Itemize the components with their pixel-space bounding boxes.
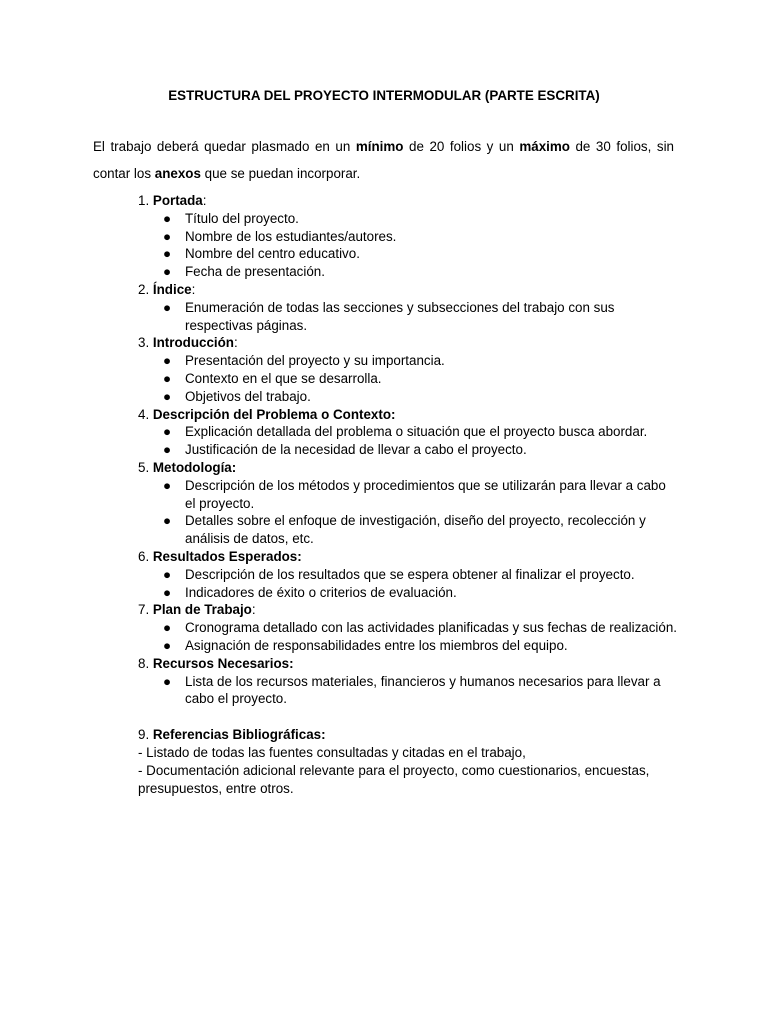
list-item [138,619,678,637]
list-item-text: Lista de los recursos materiales, financieros y humanos necesarios para llevar a cabo el proyecto. [185,673,661,707]
list-item [138,584,678,602]
section-heading [138,192,678,210]
reference-line: - Listado de todas las fuentes consultadas y citadas en el trabajo, [138,744,526,760]
list-item-text: Fecha de presentación. [185,264,325,280]
list-item-text: Descripción de los resultados que se espera obtener al finalizar el proyecto. [185,566,635,582]
section-heading [138,281,678,299]
section-bullet-list [138,352,678,405]
bullet-icon: ● [163,370,172,386]
section-heading [138,406,678,424]
list-item-text: Nombre del centro educativo. [185,246,360,262]
section-title: Introducción [152,335,234,351]
section-heading [138,459,678,477]
list-item-text: Enumeración de todas las secciones y subsecciones del trabajo con sus respectivas páginas. [185,299,615,333]
list-item [138,673,678,709]
list-item [138,299,678,335]
bullet-icon: ● [163,513,172,529]
intro-bold-minimo: mínimo [355,139,404,155]
list-item [138,566,678,584]
section-suffix: : [202,193,207,208]
bullet-icon: ● [163,620,172,636]
section-heading [138,601,678,619]
section-bullet-list [138,566,678,602]
list-item-text: Asignación de responsabilidades entre los miembros del equipo. [185,637,568,653]
section-number: 2. [138,281,153,297]
list-item-text: Indicadores de éxito o criterios de evaluación. [185,584,457,600]
intro-paragraph [93,133,674,187]
intro-bold-maximo: máximo [519,139,570,155]
list-item-text: Objetivos del trabajo. [185,388,311,404]
section-title: Metodología: [152,459,237,475]
list-item-text: Justificación de la necesidad de llevar a cabo el proyecto. [185,442,527,458]
section-indice [138,281,678,334]
reference-line: - Documentación adicional relevante para el proyecto, como cuestionarios, encuestas, presupuestos, entre otros. [138,762,650,796]
section-suffix: : [251,602,256,618]
section-number: 8. [138,655,153,671]
section-heading [138,334,678,352]
list-item [138,228,678,246]
section-referencias [138,726,678,797]
intro-text-1: El trabajo deberá quedar plasmado en un [93,139,356,155]
list-item [138,210,678,228]
list-item [138,388,678,406]
section-title: Recursos Necesarios: [152,655,294,671]
list-item [138,637,678,655]
bullet-icon: ● [163,584,172,600]
bullet-icon: ● [163,477,172,493]
intro-text-2: de 20 folios y un [403,139,520,155]
section-heading [138,548,678,566]
list-item-text: Nombre de los estudiantes/autores. [185,228,397,244]
list-item [138,370,678,388]
bullet-icon: ● [163,299,172,315]
list-item-text: Título del proyecto. [185,210,299,226]
list-item-text: Explicación detallada del problema o situación que el proyecto busca abordar. [185,424,648,440]
section-introduccion [138,334,678,405]
section-number: 4. [138,406,153,422]
bullet-icon: ● [163,228,172,244]
section-title: Portada [152,193,203,208]
section-portada [138,192,678,281]
bullet-icon: ● [163,246,172,262]
section-bullet-list [138,299,678,335]
section-number: 1. [138,193,153,208]
intro-text-3: de 30 folios, sin contar los [93,139,674,182]
list-item-text: Presentación del proyecto y su importancia. [185,353,445,369]
section-bullet-list [138,673,678,709]
list-item-text: Contexto en el que se desarrolla. [185,370,382,386]
intro-text-4: que se puedan incorporar. [200,166,361,182]
section-number: 5. [138,459,153,475]
list-item-text: Detalles sobre el enfoque de investigación, diseño del proyecto, recolección y análisis de datos, etc. [185,513,646,547]
list-item [138,263,678,281]
bullet-icon: ● [163,566,172,582]
list-item [138,477,678,513]
section-title: Plan de Trabajo [152,602,252,618]
section-number: 7. [138,602,153,618]
section-bullet-list [138,477,678,548]
section-bullet-list [138,210,678,281]
section-title: Descripción del Problema o Contexto: [152,406,396,422]
section-plan-de-trabajo [138,601,678,654]
list-item [138,512,678,548]
bullet-icon: ● [163,424,172,440]
list-item [138,441,678,459]
bullet-icon: ● [163,637,172,653]
structure-outline [138,192,678,797]
bullet-icon: ● [163,353,172,369]
section-resultados-esperados [138,548,678,601]
section-title: Referencias Bibliográficas: [152,727,326,743]
intro-bold-anexos: anexos [154,166,201,182]
bullet-icon: ● [163,442,172,458]
document-title: ESTRUCTURA DEL PROYECTO INTERMODULAR (PARTE ESCRITA) [168,88,600,103]
section-heading [138,655,678,673]
section-title: Resultados Esperados: [152,548,302,564]
section-title: Índice [152,281,192,297]
section-number: 3. [138,335,153,351]
section-suffix: : [233,335,238,351]
section-heading [138,726,678,744]
list-item [138,423,678,441]
bullet-icon: ● [163,210,172,226]
section-recursos-necesarios [138,655,678,708]
section-number: 9. [138,727,153,743]
list-item-text: Descripción de los métodos y procedimientos que se utilizarán para llevar a cabo el proyecto. [185,477,666,511]
section-metodologia [138,459,678,548]
bullet-icon: ● [163,673,172,689]
list-item [138,352,678,370]
list-item [138,245,678,263]
bullet-icon: ● [163,388,172,404]
section-bullet-list [138,619,678,655]
section-descripcion-problema [138,406,678,459]
section-number: 6. [138,548,153,564]
list-item-text: Cronograma detallado con las actividades planificadas y sus fechas de realización. [185,620,678,636]
blank-line [138,708,678,726]
section-bullet-list [138,423,678,459]
section-suffix: : [191,281,196,297]
bullet-icon: ● [163,264,172,280]
